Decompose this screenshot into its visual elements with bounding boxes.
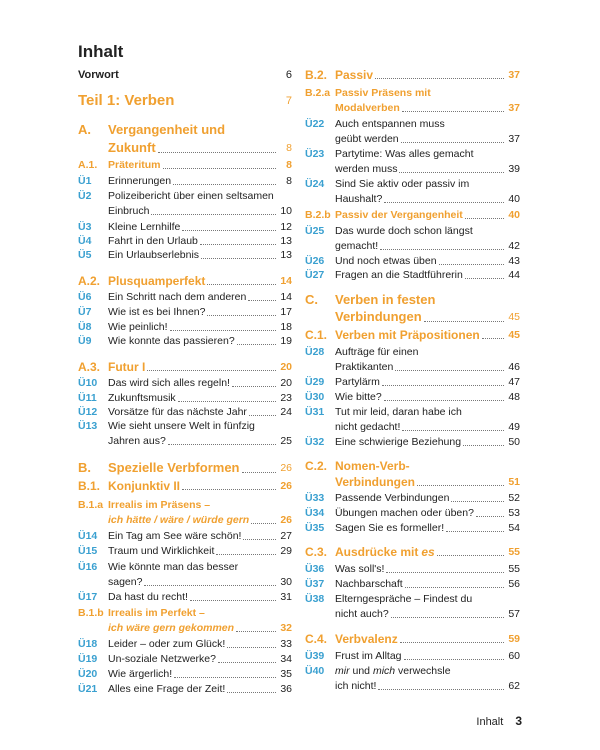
section-a-heading-line2[interactable]: Zukunft 8: [108, 140, 292, 155]
toc-part-title[interactable]: Teil 1: Verben 7: [78, 92, 292, 109]
toc-entry-u24[interactable]: Ü24 Sind Sie aktiv oder passiv im: [305, 178, 470, 190]
toc-entry-u6[interactable]: Ü6 Ein Schritt nach dem anderen 14: [78, 291, 292, 303]
toc-sub-c2[interactable]: C.2. Nomen-Verb-: [305, 459, 410, 473]
toc-entry-u3[interactable]: Ü3 Kleine Lernhilfe 12: [78, 221, 292, 233]
toc-entry-u32[interactable]: Ü32 Eine schwierige Beziehung 50: [305, 436, 520, 448]
toc-entry-u21[interactable]: Ü21 Alles eine Frage der Zeit! 36: [78, 683, 292, 695]
toc-entry-u24-line2[interactable]: Haushalt? 40: [335, 193, 520, 205]
section-b-heading[interactable]: B. Spezielle Verbformen 26: [78, 460, 292, 475]
toc-entry-u12[interactable]: Ü12 Vorsätze für das nächste Jahr 24: [78, 406, 292, 418]
toc-sub-a1[interactable]: A.1. Präteritum 8: [78, 159, 292, 171]
toc-entry-u30[interactable]: Ü30 Wie bitte? 48: [305, 391, 520, 403]
toc-entry-u2[interactable]: Ü2 Polizeibericht über einen seltsamen: [78, 190, 274, 202]
toc-sub-c3[interactable]: C.3. Ausdrücke mit es 55: [305, 545, 520, 559]
toc-entry-u40-line2[interactable]: ich nicht! 62: [335, 680, 520, 692]
toc-sub-b1a-line2[interactable]: ich hätte / wäre / würde gern 26: [108, 514, 292, 526]
toc-entry-u8[interactable]: Ü8 Wie peinlich! 18: [78, 321, 292, 333]
toc-entry-u25[interactable]: Ü25 Das wurde doch schon längst: [305, 225, 473, 237]
toc-entry-u29[interactable]: Ü29 Partylärm 47: [305, 376, 520, 388]
toc-sub-c2-line2[interactable]: Verbindungen 51: [335, 475, 520, 489]
toc-entry-u16[interactable]: Ü16 Wie könnte man das besser: [78, 561, 239, 573]
toc-entry-u31-line2[interactable]: nicht gedacht! 49: [335, 421, 520, 433]
toc-entry-u1[interactable]: Ü1 Erinnerungen 8: [78, 175, 292, 187]
toc-sub-b2[interactable]: B.2. Passiv 37: [305, 68, 520, 82]
toc-entry-u40[interactable]: Ü40 mir und mich verwechsle: [305, 665, 451, 677]
toc-entry-u10[interactable]: Ü10 Das wird sich alles regeln! 20: [78, 377, 292, 389]
toc-entry-u36[interactable]: Ü36 Was soll's! 55: [305, 563, 520, 575]
toc-entry-u22[interactable]: Ü22 Auch entspannen muss: [305, 118, 445, 130]
section-c-heading[interactable]: C. Verben in festen: [305, 292, 436, 307]
toc-entry-u38[interactable]: Ü38 Elterngespräche – Findest du: [305, 593, 473, 605]
toc-entry-vorwort[interactable]: Vorwort 6: [78, 69, 292, 81]
toc-entry-u17[interactable]: Ü17 Da hast du recht! 31: [78, 591, 292, 603]
toc-entry-u31[interactable]: Ü31 Tut mir leid, daran habe ich: [305, 406, 462, 418]
toc-sub-b1b[interactable]: B.1.b Irrealis im Perfekt –: [78, 607, 205, 619]
page-title: Inhalt: [78, 42, 124, 61]
toc-entry-u33[interactable]: Ü33 Passende Verbindungen 52: [305, 492, 520, 504]
toc-entry-u20[interactable]: Ü20 Wie ärgerlich! 35: [78, 668, 292, 680]
toc-entry-u7[interactable]: Ü7 Wie ist es bei Ihnen? 17: [78, 306, 292, 318]
toc-entry-u35[interactable]: Ü35 Sagen Sie es formeller! 54: [305, 522, 520, 534]
toc-sub-b2a[interactable]: B.2.a Passiv Präsens mit: [305, 87, 431, 99]
toc-sub-b1a[interactable]: B.1.a Irrealis im Präsens –: [78, 499, 211, 511]
section-a-heading[interactable]: A. Vergangenheit und: [78, 122, 226, 137]
page-footer: Inhalt 3: [476, 714, 522, 728]
toc-entry-u2-line2[interactable]: Einbruch 10: [108, 205, 292, 217]
toc-sub-c1[interactable]: C.1. Verben mit Präpositionen 45: [305, 328, 520, 342]
toc-entry-u34[interactable]: Ü34 Übungen machen oder üben? 53: [305, 507, 520, 519]
toc-sub-c4[interactable]: C.4. Verbvalenz 59: [305, 632, 520, 646]
toc-entry-u38-line2[interactable]: nicht auch? 57: [335, 608, 520, 620]
toc-entry-u4[interactable]: Ü4 Fahrt in den Urlaub 13: [78, 235, 292, 247]
toc-entry-u9[interactable]: Ü9 Wie konnte das passieren? 19: [78, 335, 292, 347]
toc-entry-u13[interactable]: Ü13 Wie sieht unsere Welt in fünfzig: [78, 420, 255, 432]
toc-sub-b1[interactable]: B.1. Konjunktiv II 26: [78, 479, 292, 493]
toc-sub-b2a-line2[interactable]: Modalverben 37: [335, 102, 520, 114]
toc-sub-b1b-line2[interactable]: ich wäre gern gekommen 32: [108, 622, 292, 634]
toc-sub-a2[interactable]: A.2. Plusquamperfekt 14: [78, 274, 292, 288]
toc-entry-u18[interactable]: Ü18 Leider – oder zum Glück! 33: [78, 638, 292, 650]
toc-entry-u5[interactable]: Ü5 Ein Urlaubserlebnis 13: [78, 249, 292, 261]
section-c-heading-line2[interactable]: Verbindungen 45: [335, 309, 520, 324]
toc-entry-u37[interactable]: Ü37 Nachbarschaft 56: [305, 578, 520, 590]
toc-entry-u11[interactable]: Ü11 Zukunftsmusik 23: [78, 392, 292, 404]
toc-entry-u22-line2[interactable]: geübt werden 37: [335, 133, 520, 145]
toc-entry-u16-line2[interactable]: sagen? 30: [108, 576, 292, 588]
toc-entry-u26[interactable]: Ü26 Und noch etwas üben 43: [305, 255, 520, 267]
toc-entry-u39[interactable]: Ü39 Frust im Alltag 60: [305, 650, 520, 662]
toc-entry-u19[interactable]: Ü19 Un-soziale Netzwerke? 34: [78, 653, 292, 665]
toc-entry-u15[interactable]: Ü15 Traum und Wirklichkeit 29: [78, 545, 292, 557]
toc-entry-u25-line2[interactable]: gemacht! 42: [335, 240, 520, 252]
toc-entry-u28[interactable]: Ü28 Aufträge für einen: [305, 346, 419, 358]
toc-sub-b2b[interactable]: B.2.b Passiv der Vergangenheit 40: [305, 209, 520, 221]
toc-entry-u13-line2[interactable]: Jahren aus? 25: [108, 435, 292, 447]
toc-entry-u23-line2[interactable]: werden muss 39: [335, 163, 520, 175]
toc-sub-a3[interactable]: A.3. Futur I 20: [78, 360, 292, 374]
toc-entry-u14[interactable]: Ü14 Ein Tag am See wäre schön! 27: [78, 530, 292, 542]
toc-entry-u28-line2[interactable]: Praktikanten 46: [335, 361, 520, 373]
toc-entry-u27[interactable]: Ü27 Fragen an die Stadtführerin 44: [305, 269, 520, 281]
toc-entry-u23[interactable]: Ü23 Partytime: Was alles gemacht: [305, 148, 474, 160]
